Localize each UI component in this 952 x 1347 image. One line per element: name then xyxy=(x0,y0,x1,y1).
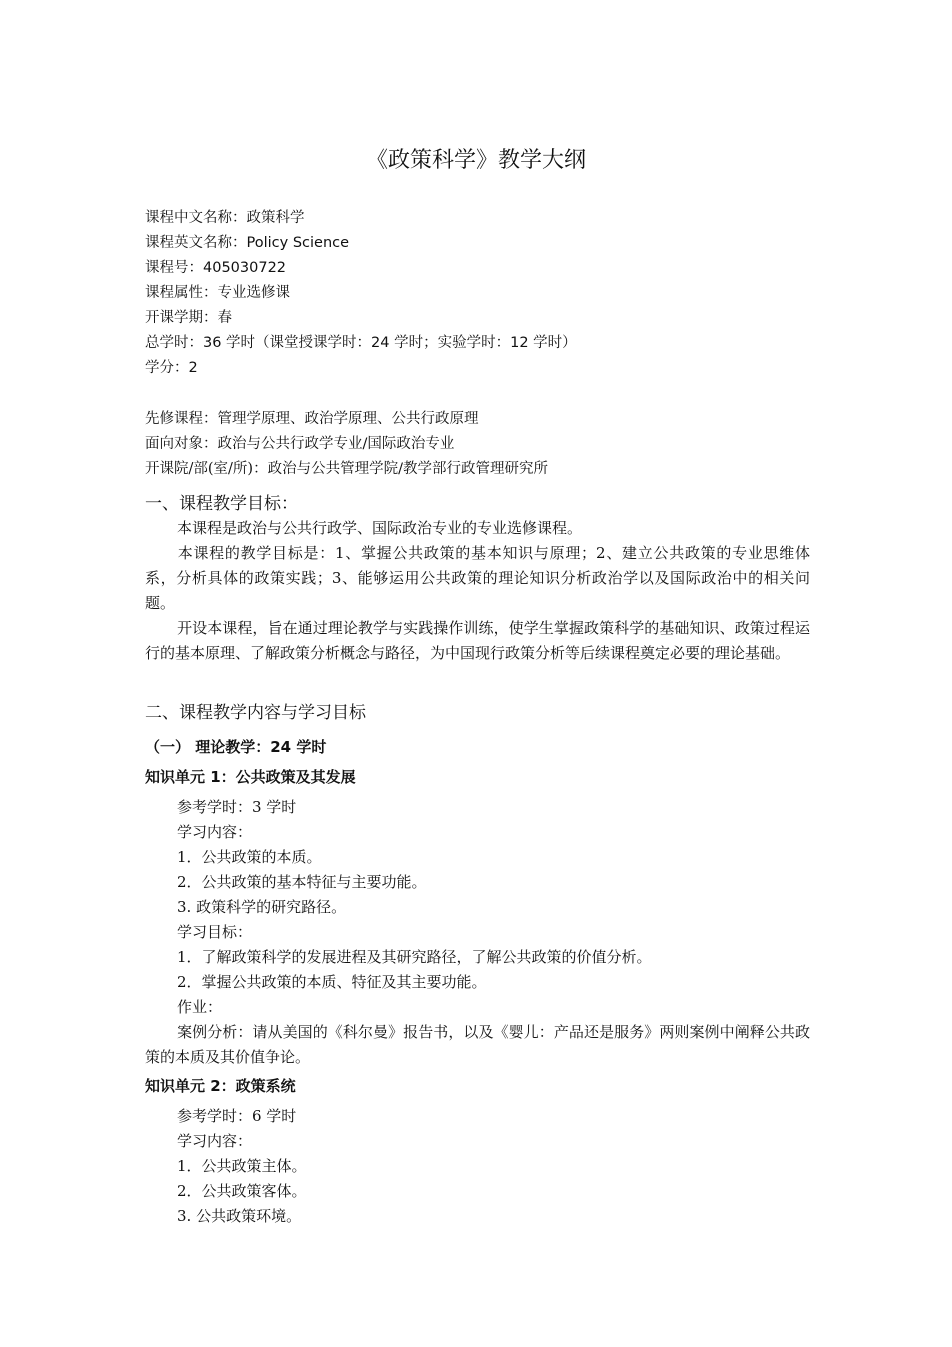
section-2-heading: 二、课程教学内容与学习目标 xyxy=(145,703,366,723)
section-1-paragraph: 本课程的教学目标是：1、掌握公共政策的基本知识与原理；2、建立公共政策的专业思维体系，分析具体的政策实践；3、能够运用公共政策的理论知识分析政治学以及国际政治中的相关问题。 xyxy=(145,544,810,612)
list-item: 2．公共政策客体。 xyxy=(177,1182,307,1200)
unit-1-content-label: 学习内容： xyxy=(177,823,253,841)
unit-1-goal-label: 学习目标： xyxy=(177,923,253,941)
section-1-paragraph: 本课程是政治与公共行政学、国际政治专业的专业选修课程。 xyxy=(177,519,583,537)
list-item: 1．了解政策科学的发展进程及其研究路径，了解公共政策的价值分析。 xyxy=(177,948,652,966)
document-title: 《政策科学》教学大纲 xyxy=(365,148,586,173)
unit-2-heading: 知识单元 2：政策系统 xyxy=(145,1077,296,1095)
meta-course-type: 课程属性：专业选修课 xyxy=(145,285,290,301)
section-1-heading: 一、课程教学目标： xyxy=(145,494,298,514)
meta-prerequisites: 先修课程：管理学原理、政治学原理、公共行政原理 xyxy=(145,411,479,427)
meta-course-en-name: 课程英文名称：Policy Science xyxy=(145,235,350,251)
meta-department: 开课院/部(室/所)：政治与公共管理学院/教学部行政管理研究所 xyxy=(145,461,548,477)
list-item: 1．公共政策的本质。 xyxy=(177,848,322,866)
meta-course-number: 课程号：405030722 xyxy=(145,260,287,276)
list-item: 3. 政策科学的研究路径。 xyxy=(177,898,347,916)
meta-course-cn-name: 课程中文名称：政策科学 xyxy=(145,210,305,226)
unit-2-content-label: 学习内容： xyxy=(177,1132,253,1150)
unit-1-hours: 参考学时：3 学时 xyxy=(177,798,297,816)
meta-total-hours: 总学时：36 学时（课堂授课学时：24 学时；实验学时：12 学时） xyxy=(145,335,577,351)
list-item: 2．掌握公共政策的本质、特征及其主要功能。 xyxy=(177,973,487,991)
unit-1-heading: 知识单元 1：公共政策及其发展 xyxy=(145,768,356,786)
list-item: 3. 公共政策环境。 xyxy=(177,1207,302,1225)
unit-1-homework: 案例分析：请从美国的《科尔曼》报告书，以及《婴儿：产品还是服务》两则案例中阐释公共政策的本质及其价值争论。 xyxy=(145,1023,810,1066)
list-item: 2．公共政策的基本特征与主要功能。 xyxy=(177,873,427,891)
section-1-paragraph: 开设本课程，旨在通过理论教学与实践操作训练，使学生掌握政策科学的基础知识、政策过程运行的基本原理、了解政策分析概念与路径，为中国现行政策分析等后续课程奠定必要的理论基础。 xyxy=(145,619,810,662)
meta-semester: 开课学期：春 xyxy=(145,310,232,326)
meta-audience: 面向对象：政治与公共行政学专业/国际政治专业 xyxy=(145,436,455,452)
theory-teaching-heading: （一） 理论教学：24 学时 xyxy=(145,738,327,756)
meta-credits: 学分：2 xyxy=(145,360,198,376)
unit-1-homework-label: 作业： xyxy=(177,998,223,1016)
list-item: 1．公共政策主体。 xyxy=(177,1157,307,1175)
unit-2-hours: 参考学时：6 学时 xyxy=(177,1107,297,1125)
